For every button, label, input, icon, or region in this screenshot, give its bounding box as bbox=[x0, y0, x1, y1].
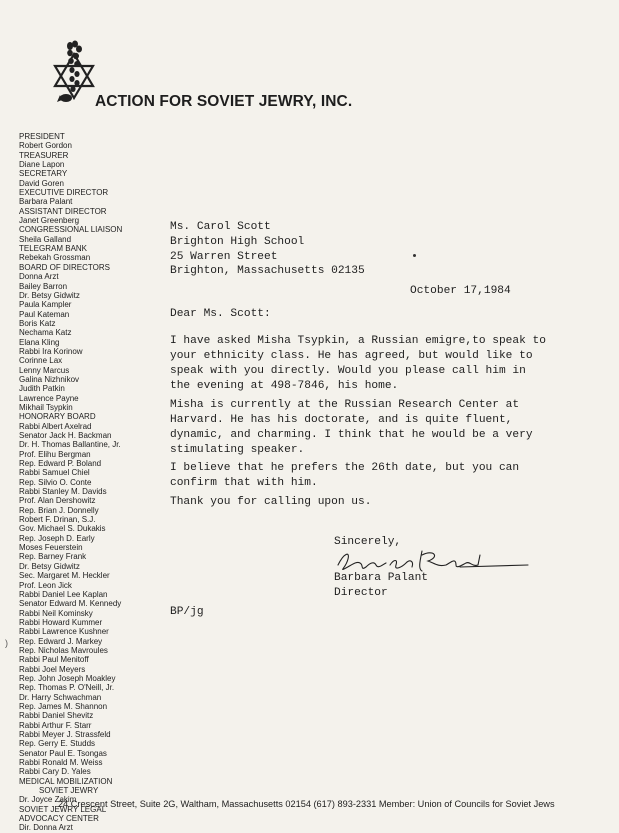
typist-initials: BP/jg bbox=[170, 606, 204, 618]
signer-block bbox=[334, 571, 428, 601]
roster-member: Rep. James M. Shannon bbox=[19, 701, 108, 711]
roster-member: Janet Greenberg bbox=[19, 216, 80, 226]
roster-section-title: ASSISTANT DIRECTOR bbox=[19, 206, 107, 216]
roster-member: Prof. Leon Jick bbox=[19, 580, 72, 590]
paragraph-line: confirm that with him. bbox=[170, 477, 318, 489]
recipient-line: 25 Warren Street bbox=[170, 250, 278, 263]
roster-section-title: MEDICAL MOBILIZATION bbox=[19, 776, 113, 786]
roster-member: Rabbi Ronald M. Weiss bbox=[19, 758, 103, 768]
closing: Sincerely, bbox=[334, 536, 402, 548]
roster-member: Rabbi Lawrence Kushner bbox=[19, 627, 109, 637]
roster-member: Dr. H. Thomas Ballantine, Jr. bbox=[19, 440, 121, 450]
roster-member: Dr. Betsy Gidwitz bbox=[19, 290, 80, 300]
roster-member: Rep. Edward J. Markey bbox=[19, 636, 103, 646]
roster-member: Rep. Gerry E. Studds bbox=[19, 739, 96, 749]
roster-section-title: ADVOCACY CENTER bbox=[19, 814, 99, 824]
roster-member: Paula Kampler bbox=[19, 300, 72, 310]
organization-name: ACTION FOR SOVIET JEWRY, INC. bbox=[95, 93, 353, 110]
paragraph-line: dynamic, and charming. I think that he would be a very bbox=[170, 429, 533, 441]
roster-member: Barbara Palant bbox=[19, 197, 73, 207]
roster-member: Prof. Elihu Bergman bbox=[19, 449, 91, 459]
paragraph bbox=[170, 461, 519, 491]
paragraph bbox=[170, 398, 533, 458]
roster-member: Rep. Nicholas Mavroules bbox=[19, 645, 108, 655]
roster-section-title: SOVIET JEWRY LEGAL bbox=[19, 804, 107, 814]
roster-member: Senator Jack H. Backman bbox=[19, 431, 112, 440]
paragraph bbox=[170, 334, 546, 394]
margin-mark: ) bbox=[5, 638, 8, 648]
roster-member: Donna Arzt bbox=[19, 272, 59, 282]
roster-member: Elana Kling bbox=[19, 337, 60, 347]
roster-member: Rabbi Paul Menitoff bbox=[19, 655, 89, 665]
roster-member: Rep. John Joseph Moakley bbox=[19, 673, 116, 683]
roster-member: Rep. Thomas P. O'Neill, Jr. bbox=[19, 683, 115, 693]
roster-member: Rabbi Albert Axelrad bbox=[19, 421, 92, 431]
roster-member: Rep. Barney Frank bbox=[19, 552, 87, 562]
paragraph-line: I believe that he prefers the 26th date, but you can bbox=[170, 462, 520, 474]
roster-member: Prof. Alan Dershowitz bbox=[19, 496, 96, 506]
recipient-line: Brighton, Massachusetts 02135 bbox=[170, 265, 365, 278]
signer-title: Director bbox=[334, 587, 388, 599]
roster-section-title: PRESIDENT bbox=[19, 132, 65, 141]
roster-member: Nechama Katz bbox=[19, 328, 72, 338]
paragraph-line: I have asked Misha Tsypkin, a Russian emigre,to speak to bbox=[170, 335, 546, 347]
roster-member: David Goren bbox=[19, 178, 64, 188]
roster-member: Lawrence Payne bbox=[19, 393, 79, 403]
roster-member: Senator Edward M. Kennedy bbox=[19, 599, 122, 609]
roster-member: Rabbi Stanley M. Davids bbox=[19, 487, 107, 497]
signer-name: Barbara Palant bbox=[334, 572, 428, 584]
roster-member: Galina Nizhnikov bbox=[19, 374, 80, 384]
roster-member: Lenny Marcus bbox=[19, 365, 70, 375]
roster-member: Rabbi Daniel Lee Kaplan bbox=[19, 589, 108, 599]
roster-member: Rabbi Cary D. Yales bbox=[19, 767, 91, 777]
roster-member: Rep. Joseph D. Early bbox=[19, 533, 95, 543]
roster-member: Corinne Lax bbox=[19, 356, 63, 366]
roster-member: Rep. Edward P. Boland bbox=[19, 459, 102, 469]
roster-section-title: BOARD OF DIRECTORS bbox=[19, 262, 110, 272]
roster-member: Rabbi Arthur F. Starr bbox=[19, 720, 92, 730]
roster-section-title: CONGRESSIONAL LIAISON bbox=[19, 225, 123, 235]
letter-date: October 17,1984 bbox=[410, 285, 511, 297]
roster-member: Dr. Harry Schwachman bbox=[19, 692, 102, 702]
recipient-address bbox=[170, 220, 610, 279]
roster-section-title: HONORARY BOARD bbox=[19, 412, 96, 422]
roster-member: Rabbi Joel Meyers bbox=[19, 664, 86, 674]
roster-section-title: SOVIET JEWRY bbox=[39, 786, 99, 796]
roster-section-title: EXECUTIVE DIRECTOR bbox=[19, 188, 109, 198]
roster-member: Rep. Silvio O. Conte bbox=[19, 477, 92, 487]
roster-member: Boris Katz bbox=[19, 318, 56, 328]
paragraph-line: speak with you directly. Would you please call him in bbox=[170, 365, 526, 377]
roster-member: Senator Paul E. Tsongas bbox=[19, 748, 107, 758]
roster-member: Dir. Donna Arzt bbox=[19, 823, 73, 833]
roster-member: Rebekah Grossman bbox=[19, 253, 91, 263]
roster-section-title: TREASURER bbox=[19, 150, 69, 160]
roster-member: Sheila Galland bbox=[19, 234, 72, 244]
roster-member: Moses Feuerstein bbox=[19, 543, 83, 553]
paragraph bbox=[170, 495, 371, 510]
star-of-david-chain-icon bbox=[48, 40, 100, 108]
footer-address: 24 Crescent Street, Suite 2G, Waltham, Massachusetts 02154 (617) 893-2331 Member: Union of Councils for Soviet Jews bbox=[58, 799, 555, 809]
roster-member: Rabbi Ira Korinow bbox=[19, 346, 83, 356]
paragraph-line: Thank you for calling upon us. bbox=[170, 496, 372, 508]
board-roster bbox=[19, 132, 169, 833]
roster-member: Rabbi Howard Kummer bbox=[19, 617, 103, 627]
roster-member: Mikhail Tsypkin bbox=[19, 402, 73, 412]
ink-dot bbox=[413, 254, 416, 257]
roster-member: Rabbi Neil Kominsky bbox=[19, 608, 93, 618]
roster-member: Rep. Brian J. Donnelly bbox=[19, 505, 99, 515]
roster-member: Dr. Betsy Gidwitz bbox=[19, 561, 80, 571]
roster-member: Robert Gordon bbox=[19, 141, 72, 151]
paragraph-line: your ethnicity class. He has agreed, but would like to bbox=[170, 350, 533, 362]
roster-member: Gov. Michael S. Dukakis bbox=[19, 524, 106, 534]
recipient-line: Brighton High School bbox=[170, 235, 305, 248]
roster-member: Dr. Joyce Zakim bbox=[19, 795, 77, 805]
roster-section-title: TELEGRAM BANK bbox=[19, 244, 88, 254]
roster-member: Bailey Barron bbox=[19, 281, 68, 291]
salutation: Dear Ms. Scott: bbox=[170, 308, 271, 320]
paragraph-line: stimulating speaker. bbox=[170, 444, 305, 456]
roster-member: Rabbi Daniel Shevitz bbox=[19, 711, 94, 721]
roster-member: Diane Lapon bbox=[19, 160, 65, 170]
paragraph-line: Harvard. He has his doctorate, and is quite fluent, bbox=[170, 414, 513, 426]
roster-member: Robert F. Drinan, S.J. bbox=[19, 515, 96, 525]
roster-member: Sec. Margaret M. Heckler bbox=[19, 571, 110, 581]
roster-member: Rabbi Meyer J. Strassfeld bbox=[19, 730, 111, 739]
paragraph-line: the evening at 498-7846, his home. bbox=[170, 380, 399, 392]
recipient-line: Ms. Carol Scott bbox=[170, 221, 271, 233]
roster-member: Rabbi Samuel Chiel bbox=[19, 468, 90, 478]
roster-member: Judith Patkin bbox=[19, 384, 65, 394]
roster-section-title: SECRETARY bbox=[19, 169, 68, 179]
roster-member: Paul Kateman bbox=[19, 309, 70, 319]
paragraph-line: Misha is currently at the Russian Research Center at bbox=[170, 399, 520, 411]
